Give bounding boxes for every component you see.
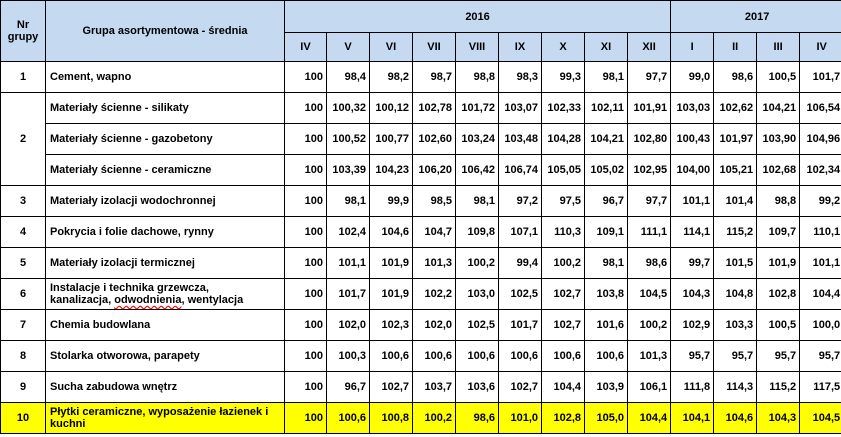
index-value: 100,5 [757, 310, 800, 341]
index-value: 100,12 [370, 93, 413, 124]
index-value: 100 [285, 279, 327, 310]
index-value: 104,3 [671, 279, 714, 310]
index-value: 102,11 [585, 93, 628, 124]
month-header: III [757, 33, 800, 62]
index-value: 101,0 [499, 403, 542, 434]
index-value: 100,2 [456, 248, 499, 279]
index-value: 102,0 [413, 310, 456, 341]
index-value: 104,00 [671, 155, 714, 186]
index-value: 99,7 [671, 248, 714, 279]
index-value: 101,7 [327, 279, 370, 310]
index-value: 95,7 [714, 341, 757, 372]
index-value: 102,0 [327, 310, 370, 341]
index-value: 110,1 [800, 217, 841, 248]
index-value: 111,1 [628, 217, 671, 248]
index-value: 101,9 [370, 279, 413, 310]
index-value: 100 [285, 217, 327, 248]
index-value: 98,3 [499, 62, 542, 93]
table-body [1, 62, 841, 434]
index-value: 115,2 [714, 217, 757, 248]
index-value: 98,8 [456, 62, 499, 93]
index-value: 106,20 [413, 155, 456, 186]
index-value: 98,6 [628, 248, 671, 279]
index-value: 104,4 [800, 279, 841, 310]
index-value: 100,52 [327, 124, 370, 155]
table-row [1, 341, 841, 372]
index-value: 100 [285, 124, 327, 155]
index-value: 104,4 [542, 372, 585, 403]
index-value: 102,7 [542, 310, 585, 341]
index-value: 100 [285, 341, 327, 372]
index-value: 101,9 [757, 248, 800, 279]
index-value: 100 [285, 186, 327, 217]
index-value: 102,68 [757, 155, 800, 186]
index-value: 105,21 [714, 155, 757, 186]
group-number: 2 [1, 93, 46, 186]
index-value: 100 [285, 310, 327, 341]
table-row [1, 155, 841, 186]
index-value: 98,1 [585, 248, 628, 279]
index-value: 106,1 [628, 372, 671, 403]
index-value: 100,3 [327, 341, 370, 372]
group-name [46, 279, 285, 310]
index-value: 106,74 [499, 155, 542, 186]
group-name: Płytki ceramiczne, wyposażenie łazienek i kuchni [46, 403, 285, 434]
index-value: 101,7 [499, 310, 542, 341]
index-value: 99,4 [499, 248, 542, 279]
index-value: 99,9 [370, 186, 413, 217]
index-value: 98,6 [456, 403, 499, 434]
index-value: 104,4 [628, 403, 671, 434]
index-value: 111,8 [671, 372, 714, 403]
index-value: 105,05 [542, 155, 585, 186]
month-header: X [542, 33, 585, 62]
index-value: 106,54 [800, 93, 841, 124]
index-value: 101,1 [800, 248, 841, 279]
index-value: 97,2 [499, 186, 542, 217]
index-value: 114,1 [671, 217, 714, 248]
index-value: 101,1 [327, 248, 370, 279]
index-value: 95,7 [757, 341, 800, 372]
group-name-part: kanalizacja, [50, 294, 115, 306]
index-value: 102,7 [499, 372, 542, 403]
index-value: 109,8 [456, 217, 499, 248]
index-value: 101,91 [628, 93, 671, 124]
index-value: 103,3 [714, 310, 757, 341]
group-name: Materiały izolacji termicznej [46, 248, 285, 279]
index-value: 103,6 [456, 372, 499, 403]
index-value: 100 [285, 155, 327, 186]
index-value: 103,03 [671, 93, 714, 124]
index-value: 98,1 [456, 186, 499, 217]
index-value: 100 [285, 248, 327, 279]
index-value: 98,4 [327, 62, 370, 93]
index-value: 96,7 [327, 372, 370, 403]
month-header: II [714, 33, 757, 62]
index-value: 102,4 [327, 217, 370, 248]
table-row [1, 372, 841, 403]
index-value: 101,72 [456, 93, 499, 124]
index-value: 103,0 [456, 279, 499, 310]
nr-grupy-header: Nr grupy [1, 1, 46, 62]
group-name: Cement, wapno [46, 62, 285, 93]
month-header: VII [413, 33, 456, 62]
index-value: 102,62 [714, 93, 757, 124]
index-value: 104,23 [370, 155, 413, 186]
group-name-line: Instalacje i technika grzewcza, [50, 282, 209, 294]
group-name: Pokrycia i folie dachowe, rynny [46, 217, 285, 248]
index-value: 104,3 [757, 403, 800, 434]
index-value: 103,8 [585, 279, 628, 310]
index-value: 102,5 [456, 310, 499, 341]
index-value: 104,21 [585, 124, 628, 155]
index-value: 98,6 [714, 62, 757, 93]
index-value: 102,8 [757, 279, 800, 310]
index-value: 100 [285, 93, 327, 124]
index-value: 100,5 [757, 62, 800, 93]
index-value: 102,34 [800, 155, 841, 186]
month-header: XII [628, 33, 671, 62]
group-number: 1 [1, 62, 46, 93]
index-value: 98,8 [757, 186, 800, 217]
table-row [1, 403, 841, 434]
index-value: 102,9 [671, 310, 714, 341]
group-name: Materiały izolacji wodochronnej [46, 186, 285, 217]
index-value: 101,5 [714, 248, 757, 279]
index-value: 100,2 [628, 310, 671, 341]
index-value: 104,5 [800, 403, 841, 434]
index-value: 100 [285, 403, 327, 434]
index-value: 117,5 [800, 372, 841, 403]
index-value: 103,7 [413, 372, 456, 403]
group-number: 4 [1, 217, 46, 248]
index-value: 103,39 [327, 155, 370, 186]
index-value: 109,7 [757, 217, 800, 248]
table-row [1, 62, 841, 93]
index-value: 100 [285, 372, 327, 403]
index-value: 100,6 [499, 341, 542, 372]
index-value: 95,7 [671, 341, 714, 372]
year-2016-header: 2016 [285, 1, 671, 33]
index-value: 98,1 [327, 186, 370, 217]
group-name: Materiały ścienne - gazobetony [46, 124, 285, 155]
group-number: 3 [1, 186, 46, 217]
index-value: 115,2 [757, 372, 800, 403]
index-value: 101,4 [714, 186, 757, 217]
index-value: 101,1 [671, 186, 714, 217]
group-number: 9 [1, 372, 46, 403]
month-header: VI [370, 33, 413, 62]
index-value: 107,1 [499, 217, 542, 248]
index-value: 102,60 [413, 124, 456, 155]
index-value: 96,7 [585, 186, 628, 217]
index-value: 100,0 [800, 310, 841, 341]
index-value: 102,5 [499, 279, 542, 310]
index-value: 106,42 [456, 155, 499, 186]
table-row [1, 248, 841, 279]
index-value: 103,07 [499, 93, 542, 124]
index-value: 101,9 [370, 248, 413, 279]
index-value: 104,6 [370, 217, 413, 248]
index-value: 100,2 [542, 248, 585, 279]
index-value: 97,5 [542, 186, 585, 217]
group-name-part: , wentylacja [181, 294, 244, 306]
index-value: 104,21 [757, 93, 800, 124]
index-value: 99,3 [542, 62, 585, 93]
index-value: 110,3 [542, 217, 585, 248]
table-row [1, 93, 841, 124]
group-name: Chemia budowlana [46, 310, 285, 341]
table-row [1, 124, 841, 155]
index-value: 104,5 [628, 279, 671, 310]
index-value: 109,1 [585, 217, 628, 248]
index-value: 100,6 [413, 341, 456, 372]
index-value: 103,9 [585, 372, 628, 403]
index-value: 102,2 [413, 279, 456, 310]
index-value: 100,77 [370, 124, 413, 155]
index-value: 104,28 [542, 124, 585, 155]
group-header: Grupa asortymentowa - średnia [46, 1, 285, 62]
table-row [1, 310, 841, 341]
index-value: 95,7 [800, 341, 841, 372]
table-row [1, 279, 841, 310]
index-value: 101,6 [585, 310, 628, 341]
index-value: 100,32 [327, 93, 370, 124]
index-value: 102,7 [542, 279, 585, 310]
index-value: 99,2 [800, 186, 841, 217]
group-number: 8 [1, 341, 46, 372]
index-value: 101,3 [628, 341, 671, 372]
index-value: 102,95 [628, 155, 671, 186]
index-value: 98,1 [585, 62, 628, 93]
group-name: Stolarka otworowa, parapety [46, 341, 285, 372]
index-value: 100,6 [456, 341, 499, 372]
index-value: 102,33 [542, 93, 585, 124]
group-number: 5 [1, 248, 46, 279]
table-row [1, 217, 841, 248]
index-value: 98,2 [370, 62, 413, 93]
index-value: 100,6 [542, 341, 585, 372]
group-number: 7 [1, 310, 46, 341]
index-value: 97,7 [628, 186, 671, 217]
index-value: 100,8 [370, 403, 413, 434]
index-value: 102,80 [628, 124, 671, 155]
group-name: Materiały ścienne - ceramiczne [46, 155, 285, 186]
index-value: 104,1 [671, 403, 714, 434]
index-value: 105,0 [585, 403, 628, 434]
index-value: 100 [285, 62, 327, 93]
index-value: 100,6 [327, 403, 370, 434]
index-value: 102,78 [413, 93, 456, 124]
month-header: V [327, 33, 370, 62]
month-header: IV [800, 33, 841, 62]
month-header: VIII [456, 33, 499, 62]
index-value: 104,8 [714, 279, 757, 310]
month-header: IX [499, 33, 542, 62]
index-value: 99,0 [671, 62, 714, 93]
month-header: XI [585, 33, 628, 62]
group-number: 10 [1, 403, 46, 434]
index-value: 100,6 [370, 341, 413, 372]
table-row [1, 186, 841, 217]
group-name-part: odwodnienia [114, 294, 182, 306]
index-value: 98,5 [413, 186, 456, 217]
index-value: 98,7 [413, 62, 456, 93]
index-value: 100,6 [585, 341, 628, 372]
index-value: 101,3 [413, 248, 456, 279]
month-header: I [671, 33, 714, 62]
index-value: 101,97 [714, 124, 757, 155]
index-value: 103,48 [499, 124, 542, 155]
group-number: 6 [1, 279, 46, 310]
index-value: 103,24 [456, 124, 499, 155]
index-value: 103,90 [757, 124, 800, 155]
index-value: 104,96 [800, 124, 841, 155]
group-name: Sucha zabudowa wnętrz [46, 372, 285, 403]
index-value: 104,6 [714, 403, 757, 434]
index-value: 101,7 [800, 62, 841, 93]
month-header: IV [285, 33, 327, 62]
index-value: 105,02 [585, 155, 628, 186]
index-value: 97,7 [628, 62, 671, 93]
index-value: 102,8 [542, 403, 585, 434]
index-value: 102,7 [370, 372, 413, 403]
group-name: Materiały ścienne - silikaty [46, 93, 285, 124]
index-value: 100,43 [671, 124, 714, 155]
index-value: 104,7 [413, 217, 456, 248]
index-value: 114,3 [714, 372, 757, 403]
year-2017-header: 2017 [671, 1, 841, 33]
index-value: 100,2 [413, 403, 456, 434]
index-value: 102,3 [370, 310, 413, 341]
